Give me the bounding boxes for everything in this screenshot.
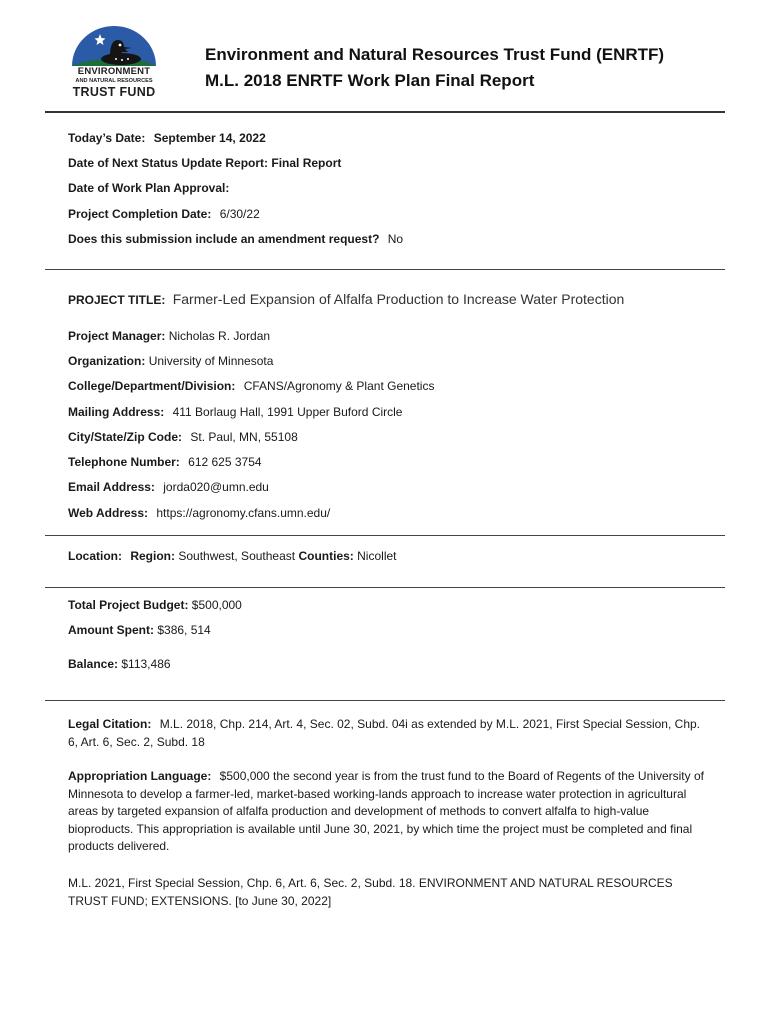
todays-date-value: September 14, 2022	[153, 131, 266, 145]
extension-note	[68, 875, 708, 910]
total-budget-label: Total Project Budget:	[68, 598, 189, 612]
region-label: Region:	[130, 549, 176, 563]
logo-text-environment: ENVIRONMENT	[77, 66, 151, 77]
approval-row	[68, 180, 229, 196]
city-value: St. Paul, MN, 55108	[190, 430, 298, 444]
city-row	[68, 429, 298, 445]
todays-date-label: Today’s Date:	[68, 131, 146, 145]
location-row	[68, 548, 397, 564]
section-divider-3	[45, 587, 725, 588]
location-label: Location:	[68, 549, 122, 563]
report-title-line2: M.L. 2018 ENRTF Work Plan Final Report	[205, 71, 535, 90]
enrtf-logo	[66, 26, 162, 100]
organization-value: University of Minnesota	[148, 354, 274, 368]
completion-label: Project Completion Date:	[68, 207, 212, 221]
counties-value: Nicollet	[357, 549, 397, 563]
amount-spent-row	[68, 622, 211, 638]
next-report-value: Final Report	[271, 156, 342, 170]
logo-text-trust-fund: TRUST FUND	[72, 85, 156, 99]
web-value[interactable]: https://agronomy.cfans.umn.edu/	[156, 506, 331, 520]
amount-spent-label: Amount Spent:	[68, 623, 154, 637]
next-report-label: Date of Next Status Update Report:	[68, 156, 269, 170]
college-value: CFANS/Agronomy & Plant Genetics	[243, 379, 435, 393]
amendment-label: Does this submission include an amendment request?	[68, 232, 380, 246]
header-divider	[45, 111, 725, 113]
total-budget-value: $500,000	[191, 598, 242, 612]
email-row	[68, 479, 269, 495]
college-row	[68, 378, 434, 394]
mailing-label: Mailing Address:	[68, 405, 165, 419]
section-divider-1	[45, 269, 725, 270]
appropriation-value: $500,000 the second year is from the trust fund to the Board of Regents of the University of Minnesota to develop a farmer-led, market-based working-lands approach to increase water protection in agricultural areas by targeted expansion of alfalfa production and development of methods to convert alfalfa to high-value bioproducts. This appropriation is available until June 30, 2021, by which time the project must be completed and final products delivered.	[68, 769, 704, 853]
next-report-row	[68, 155, 341, 171]
legal-citation	[68, 716, 708, 751]
section-divider-4	[45, 700, 725, 701]
project-title-row	[68, 291, 624, 308]
web-label: Web Address:	[68, 506, 149, 520]
report-title-line1: Environment and Natural Resources Trust Fund (ENRTF)	[205, 45, 665, 64]
total-budget-row	[68, 597, 242, 613]
completion-value: 6/30/22	[219, 207, 260, 221]
phone-label: Telephone Number:	[68, 455, 180, 469]
legal-citation-label: Legal Citation:	[68, 717, 152, 731]
phone-row	[68, 454, 262, 470]
college-label: College/Department/Division:	[68, 379, 236, 393]
logo-text-natural-resources: AND NATURAL RESOURCES	[75, 78, 153, 84]
section-divider-2	[45, 535, 725, 536]
region-value: Southwest, Southeast	[178, 549, 296, 563]
organization-row	[68, 353, 273, 369]
project-title-label: PROJECT TITLE:	[68, 293, 166, 307]
web-row	[68, 505, 330, 521]
loon-emblem	[66, 26, 162, 68]
legal-citation-value: M.L. 2018, Chp. 214, Art. 4, Sec. 02, Subd. 04i as extended by M.L. 2021, First Special Session, Chp. 6, Art. 6, Sec. 2, Subd. 18	[68, 717, 700, 749]
extension-text: M.L. 2021, First Special Session, Chp. 6, Art. 6, Sec. 2, Subd. 18. ENVIRONMENT AND NATURAL RESOURCES TRUST FUND; EXTENSIONS. [to June 30, 2022]	[68, 876, 673, 908]
todays-date-row	[68, 130, 266, 146]
report-title	[205, 42, 664, 94]
project-title-value: Farmer-Led Expansion of Alfalfa Production to Increase Water Protection	[172, 291, 625, 307]
manager-row	[68, 328, 270, 344]
amount-spent-value: $386, 514	[157, 623, 211, 637]
balance-value: $113,486	[121, 657, 171, 671]
organization-label: Organization:	[68, 354, 146, 368]
appropriation-label: Appropriation Language:	[68, 769, 212, 783]
mailing-value: 411 Borlaug Hall, 1991 Upper Buford Circle	[172, 405, 403, 419]
manager-value: Nicholas R. Jordan	[168, 329, 271, 343]
balance-label: Balance:	[68, 657, 119, 671]
amendment-value: No	[387, 232, 404, 246]
email-label: Email Address:	[68, 480, 155, 494]
balance-row	[68, 656, 171, 672]
mailing-row	[68, 404, 402, 420]
email-value[interactable]: jorda020@umn.edu	[163, 480, 269, 494]
amendment-row	[68, 231, 403, 247]
completion-row	[68, 206, 260, 222]
phone-value: 612 625 3754	[188, 455, 262, 469]
approval-label: Date of Work Plan Approval:	[68, 181, 230, 195]
appropriation-language	[68, 768, 708, 856]
city-label: City/State/Zip Code:	[68, 430, 183, 444]
counties-label: Counties:	[298, 549, 354, 563]
manager-label: Project Manager:	[68, 329, 166, 343]
